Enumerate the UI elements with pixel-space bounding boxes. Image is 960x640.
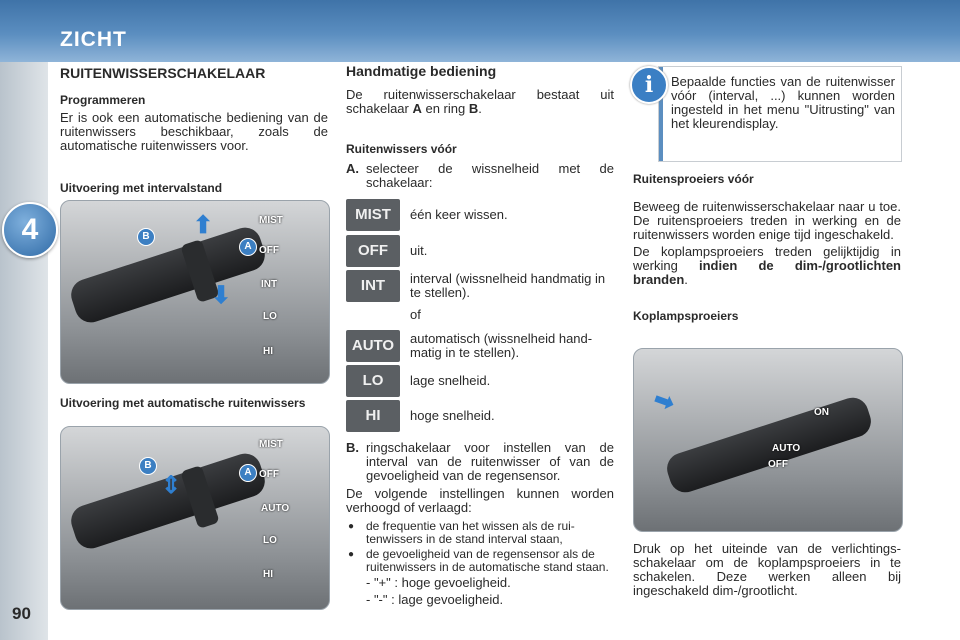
mode-row [346, 199, 616, 231]
info-icon: i [630, 66, 668, 104]
item-b-label: B. [346, 440, 359, 455]
label-a-badge: A [239, 238, 257, 256]
mode-text: één keer wissen. [410, 207, 508, 222]
auto-switch-photo [60, 426, 330, 610]
pos-label: MIST [259, 439, 283, 450]
front-wipers-title: Ruitenwissers vóór [346, 142, 457, 156]
mode-row [346, 400, 616, 432]
pos-label: AUTO [261, 503, 290, 514]
sprayers-text-a: De koplampsproeiers treden gelijktijdig in werking [633, 244, 901, 273]
pos-label: AUTO [772, 443, 801, 454]
mode-row [346, 270, 616, 302]
auto-title-wrap [60, 396, 328, 410]
intro-bold-b: B [468, 101, 479, 116]
sprayers-text-bold: indien de dim-/grootlichten branden [633, 258, 901, 287]
intro-text: en ring [421, 101, 469, 116]
mode-text: interval (wissnelheid handmatig in te stellen). [410, 271, 606, 300]
sprayers-text-2 [633, 245, 901, 287]
plus-text: - "+" : hoge gevoeligheid. [366, 575, 511, 590]
arrow-up-icon: ⬆ [193, 212, 214, 239]
item-a-label: A. [346, 161, 359, 176]
list-item: ● de frequentie van het wissen als de ruitenwissers in de stand interval staan, [346, 520, 614, 546]
pos-label: MIST [259, 215, 283, 226]
headlamp-switch-photo [633, 348, 903, 532]
mode-icon: INT [346, 270, 400, 302]
pos-label: HI [263, 569, 273, 580]
mode-text: uit. [410, 243, 428, 258]
mode-icon: LO [346, 365, 400, 397]
left-column [60, 66, 328, 195]
item-a [346, 162, 614, 190]
wiper-stalk [67, 449, 269, 552]
chapter-tab[interactable] [2, 202, 58, 258]
pos-label: OFF [259, 245, 279, 256]
pos-label: INT [261, 279, 278, 290]
programming-text: Er is ook een automatische bediening van de ruitenwissers beschikbaar, zoals de automatische ruitenwissers voor. [60, 110, 328, 153]
list-item: ● de gevoeligheid van de regensensor als de ruitenwissers in de automatische stand staan. [346, 548, 614, 574]
light-stalk [663, 394, 875, 497]
manual-title: Handmatige bediening [346, 63, 497, 79]
pos-label: HI [263, 346, 273, 357]
item-b-text: ringschakelaar voor instellen van de interval van de ruitenwisser of van de gevoeligheid van de regensensor. [366, 440, 614, 483]
minus-text: - "-" : lage gevoeligheid. [366, 592, 504, 607]
section-title: RUITENWISSERSCHAKELAAR [60, 65, 266, 81]
intro-text: De ruitenwisserschakelaar bestaat uit schakelaar [346, 87, 614, 116]
manual-intro [346, 88, 614, 116]
mode-text: lage snelheid. [410, 373, 491, 388]
chapter-number: 4 [21, 213, 39, 246]
sprayers-title: Ruitensproeiers vóór [633, 172, 754, 186]
mode-icon: MIST [346, 199, 400, 231]
page-title: ZICHT [60, 28, 127, 51]
mode-text: hoge snelheid. [410, 408, 495, 423]
headlamp-text: Druk op het uiteinde van de verlichtingsschakelaar om de koplampsproeiers in te schakelen. Deze werken alleen bij ingeschakeld dim-/grootlicht. [633, 541, 901, 598]
arrow-down-icon: ⬇ [211, 282, 232, 309]
item-b [346, 441, 614, 483]
item-a-text: selecteer de wissnelheid met de schakelaar: [366, 161, 614, 190]
arrow-updown-icon: ⇕ [161, 472, 182, 499]
mode-icon: HI [346, 400, 400, 432]
levels-list [346, 520, 614, 574]
sprayers-text: Beweeg de ruitenwisserschakelaar naar u toe. De ruitensproeiers treden in werking en de ruitenwissers worden enige tijd ingeschakeld. [633, 199, 901, 242]
mode-row [346, 365, 616, 397]
pos-label: OFF [259, 469, 279, 480]
middle-column-bottom [346, 441, 614, 607]
pos-label: LO [263, 311, 277, 322]
label-b-badge: B [139, 457, 157, 475]
pos-label: OFF [768, 459, 788, 470]
sprayers-text-end: . [684, 272, 688, 287]
mode-text: automatisch (wissnelheid handmatig in te stellen). [410, 331, 593, 360]
programming-title: Programmeren [60, 93, 146, 107]
side-band [0, 62, 48, 640]
intro-bold-a: A [412, 101, 422, 116]
mode-icon: OFF [346, 235, 400, 267]
pos-label: ON [814, 407, 829, 418]
label-b-badge: B [137, 228, 155, 246]
levels-intro: De volgende instellingen kunnen worden verhoogd of verlaagd: [346, 486, 614, 515]
mode-row [346, 235, 616, 267]
middle-column-top [346, 64, 614, 190]
interval-title: Uitvoering met intervalstand [60, 181, 223, 195]
info-box [658, 66, 902, 162]
auto-title: Uitvoering met automatische ruitenwissers [60, 396, 306, 410]
info-text: Bepaalde functies van de ruitenwisser vóór (interval, ...) kunnen worden ingesteld in het menu "Uitrusting" van het kleurendisplay. [671, 74, 895, 131]
page-header [0, 0, 960, 62]
mode-row [346, 330, 616, 362]
or-text: of [410, 307, 421, 322]
intro-end: . [478, 101, 482, 116]
page-number: 90 [12, 604, 31, 623]
arrow-right-icon: ➡ [649, 385, 679, 418]
right-column [633, 172, 901, 323]
headlamp-text-wrap [633, 542, 901, 598]
interval-switch-photo [60, 200, 330, 384]
headlamp-title: Koplampsproeiers [633, 309, 739, 323]
pos-label: LO [263, 535, 277, 546]
mode-icon: AUTO [346, 330, 400, 362]
label-a-badge: A [239, 464, 257, 482]
wiper-stalk [67, 223, 269, 326]
